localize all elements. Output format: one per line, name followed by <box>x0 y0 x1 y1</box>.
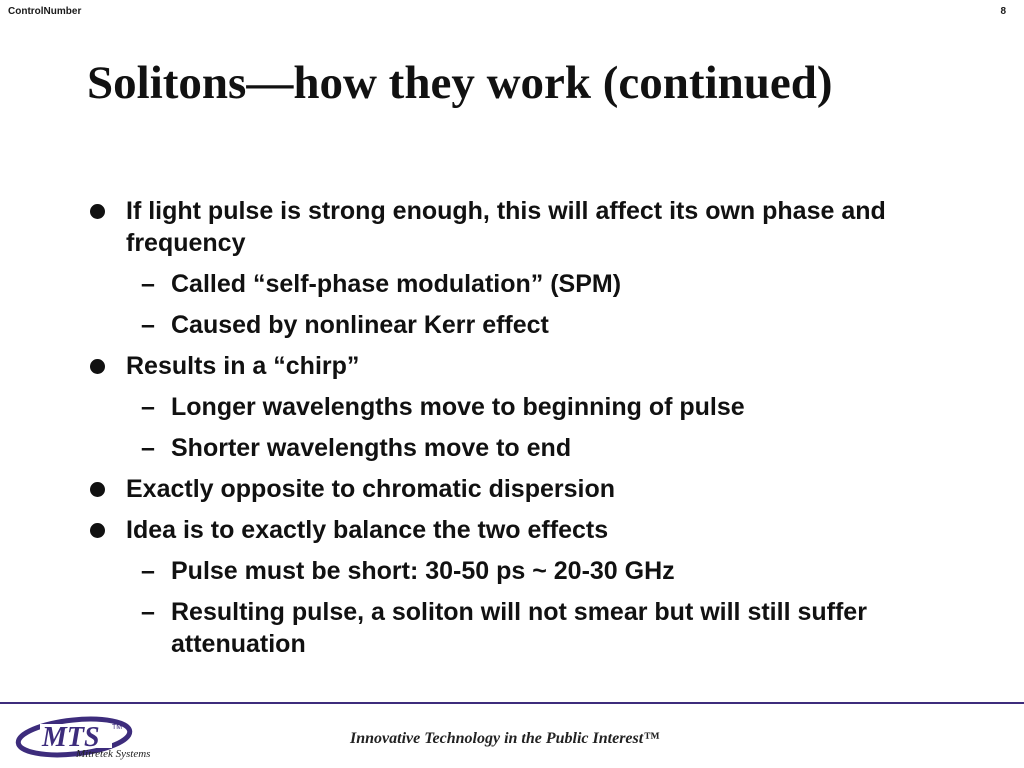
bullet-text: Exactly opposite to chromatic dispersion <box>126 475 616 503</box>
footer-divider <box>0 702 1024 704</box>
footer-tagline: Innovative Technology in the Public Interest™ <box>350 730 660 747</box>
page-number: 8 <box>1000 6 1006 17</box>
bullet-dot-icon <box>90 523 105 538</box>
bullet-item <box>86 514 966 546</box>
bullet-text: Pulse must be short: 30-50 ps ~ 20-30 GHz <box>171 557 675 585</box>
slide-title: Solitons—how they work (continued) <box>87 57 833 109</box>
bullet-list <box>86 195 966 669</box>
sub-bullet-item <box>86 432 966 464</box>
sub-bullet-item <box>86 391 966 423</box>
bullet-text: Longer wavelengths move to beginning of pulse <box>171 393 745 421</box>
mts-logo <box>14 712 184 762</box>
sub-bullet-item <box>86 268 966 300</box>
bullet-text: Results in a “chirp” <box>126 352 360 380</box>
bullet-dot-icon <box>90 482 105 497</box>
bullet-text: If light pulse is strong enough, this will affect its own phase and frequency <box>126 197 886 257</box>
bullet-text: Shorter wavelengths move to end <box>171 434 572 462</box>
header-control-number: ControlNumber <box>8 6 82 17</box>
sub-bullet-item <box>86 596 966 660</box>
dash-icon: – <box>141 434 155 462</box>
bullet-dot-icon <box>90 204 105 219</box>
sub-bullet-item <box>86 309 966 341</box>
bullet-text: Resulting pulse, a soliton will not smear but will still suffer attenuation <box>171 598 867 658</box>
bullet-item <box>86 473 966 505</box>
bullet-text: Called “self-phase modulation” (SPM) <box>171 270 622 298</box>
sub-bullet-item <box>86 555 966 587</box>
dash-icon: – <box>141 393 155 421</box>
bullet-dot-icon <box>90 359 105 374</box>
dash-icon: – <box>141 557 155 585</box>
dash-icon: – <box>141 598 155 626</box>
logo-subtitle: Mitretek Systems <box>76 748 151 760</box>
dash-icon: – <box>141 311 155 339</box>
bullet-item <box>86 350 966 382</box>
bullet-text: Caused by nonlinear Kerr effect <box>171 311 549 339</box>
bullet-item <box>86 195 966 259</box>
dash-icon: – <box>141 270 155 298</box>
logo-tm: TM <box>112 724 123 731</box>
logo-text: MTS <box>42 722 100 753</box>
bullet-text: Idea is to exactly balance the two effects <box>126 516 609 544</box>
